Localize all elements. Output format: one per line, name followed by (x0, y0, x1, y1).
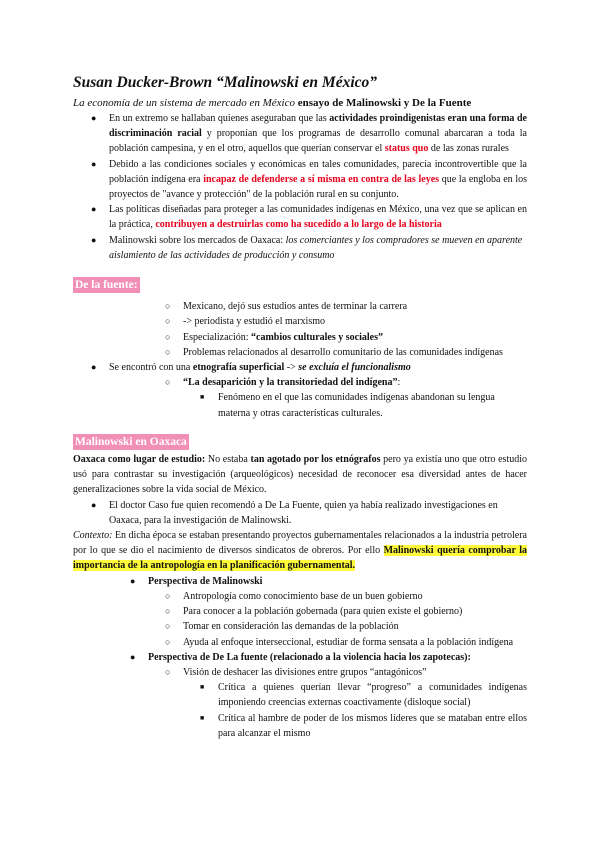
perspectiva-m-item (73, 619, 527, 634)
intro-red-text: status quo (384, 143, 429, 155)
fuente-bullet-bold: etnografía superficial (192, 362, 285, 374)
perspectiva-m-text: Tomar en consideración las demandas de la población (183, 621, 399, 633)
document-title: Susan Ducker-Brown “Malinowski en México” (73, 74, 378, 91)
document-content (73, 72, 527, 741)
perspectiva-m-item (73, 604, 527, 619)
intro-italic-text: los comerciantes y los compradores se mueven en aparente aislamiento de las actividades de producción y consumo (109, 234, 523, 261)
fuente-bullet-bold-italic: se excluía el funcionalismo (298, 362, 411, 374)
intro-item (73, 111, 527, 157)
intro-item (73, 157, 527, 203)
fuente-item (73, 299, 527, 314)
perspectiva-m-item (73, 589, 527, 604)
fuente-item (73, 330, 527, 345)
perspectiva-m-text: Para conocer a la población gobernada (para quien existe el gobierno) (183, 606, 463, 618)
bullet-circle-icon: ○ (165, 636, 171, 647)
intro-text: Debido a las condiciones sociales y económicas en tales comunidades, parecía incontrovertible que la población indígena era (109, 158, 527, 185)
intro-red-text: contribuyen a destruirlas como ha sucedido a lo largo de la historia (155, 219, 442, 231)
oaxaca-para-label: Oaxaca como lugar de estudio: (73, 454, 206, 466)
bullet-dot-icon: ● (91, 234, 97, 245)
fuente-sub-title: “La desaparición y la transitoriedad del indígena” (183, 377, 398, 389)
oaxaca-paragraph (73, 452, 527, 498)
fuente-bullet (73, 360, 527, 375)
bullet-circle-icon: ○ (165, 316, 171, 327)
perspectiva-m-text: Antropología como conocimiento base de un buen gobierno (183, 590, 423, 602)
contexto-label: Contexto: (73, 530, 113, 542)
perspectiva-m-text: Ayuda al enfoque interseccional, estudiar de forma sensata a la población indígena (183, 636, 514, 648)
fuente-section (73, 277, 527, 293)
perspectiva-f-label: Perspectiva de De La fuente (relacionado a la violencia hacia los zapotecas): (148, 651, 471, 663)
fuente-item-text: Especialización: (183, 331, 252, 343)
bullet-circle-icon: ○ (165, 346, 171, 357)
oaxaca-section (73, 434, 527, 450)
fuente-bullet-text: Se encontró con una (109, 362, 193, 374)
fuente-sub-sub-text: Fenómeno en el que las comunidades indígenas abandonan su lengua materna y otras características culturales. (218, 392, 495, 419)
perspectiva-m-item (73, 635, 527, 650)
fuente-item-text: -> periodista y estudió el marxismo (183, 316, 326, 328)
bullet-circle-icon: ○ (165, 377, 171, 388)
intro-text: y proponían que los programas de desarrollo comunal abarcaran a toda la población campesina, y en el otro, aquellos que querían conservar el (109, 128, 527, 155)
bullet-circle-icon: ○ (165, 606, 171, 617)
intro-text: de las zonas rurales (428, 143, 509, 155)
intro-item (73, 202, 527, 232)
bullet-dot-icon: ● (91, 204, 97, 215)
fuente-item (73, 314, 527, 329)
oaxaca-list (73, 498, 527, 528)
fuente-sub-colon: : (397, 377, 401, 389)
contexto-paragraph (73, 528, 527, 574)
bullet-dot-icon: ● (91, 158, 97, 169)
oaxaca-item (73, 498, 527, 528)
intro-text: Las políticas diseñadas para proteger a las comunidades indígenas en México, una vez que se aplican en la práctica, (109, 204, 527, 231)
bullet-square-icon: ■ (200, 393, 205, 402)
oaxaca-para-text: No estaba (205, 454, 251, 466)
perspectiva-f-sub-item (73, 711, 527, 741)
document-subtitle (73, 95, 527, 111)
bullet-dot-icon: ● (91, 362, 97, 373)
perspectiva-malinowski (73, 574, 527, 589)
bullet-circle-icon: ○ (165, 590, 171, 601)
bullet-square-icon: ■ (200, 683, 205, 692)
fuente-sub-sub-item (73, 390, 527, 420)
intro-text: que la engloba en los proyectos de "avance y protección" de la población rural en su conjunto. (109, 173, 528, 201)
fuente-item-text: Mexicano, dejó sus estudios antes de terminar la carrera (183, 301, 408, 313)
intro-red-text: incapaz de defenderse a sí misma en contra de las leyes (203, 173, 440, 185)
bullet-circle-icon: ○ (165, 301, 171, 312)
perspectiva-f-sub-item (73, 680, 527, 710)
oaxaca-para-bold: tan agotado por los etnógrafos (250, 454, 381, 466)
fuente-list (73, 299, 527, 421)
perspectiva-f-item (73, 665, 527, 680)
oaxaca-para-text: pero ya existía uno que otro estudio usó para contrastar su investigación (arqueológicos) necesidad de reconocer esa diversidad antes de hacer generalizaciones sobre la vida social de México. (73, 454, 528, 496)
fuente-bullet-text: -> (284, 362, 299, 374)
bullet-dot-icon: ● (130, 651, 136, 662)
bullet-dot-icon: ● (91, 113, 97, 123)
oaxaca-item-text: El doctor Caso fue quien recomendó a De La Fuente, quien ya había realizado investigaciones en Oaxaca, para la investigación de Malinowski. (109, 499, 498, 526)
perspectivas-list (73, 574, 527, 741)
contexto-highlight: Malinowski quería comprobar la importancia de la antropología en la planificación gubernamental. (73, 545, 527, 572)
perspectiva-f-sub-text: Crítica al hambre de poder de los mismos líderes que se mataban entre ellos para alcanzar el mismo (218, 712, 527, 739)
fuente-item-bold: “cambios culturales y sociales” (251, 331, 383, 343)
bullet-dot-icon: ● (130, 575, 136, 586)
perspectiva-f-sub-text: Crítica a quienes querían llevar “progreso” a comunidades indígenas imponiendo creencias externas coactivamente (disloque social) (218, 682, 527, 709)
intro-text: En un extremo se hallaban quienes aseguraban que las (109, 113, 330, 124)
subtitle-bold: ensayo de Malinowski y De la Fuente (297, 97, 472, 109)
fuente-item (73, 345, 527, 360)
intro-list (73, 111, 527, 263)
perspectiva-fuente (73, 650, 527, 665)
fuente-heading: De la fuente: (75, 279, 138, 292)
subtitle-italic: La economía de un sistema de mercado en México (73, 97, 295, 109)
bullet-circle-icon: ○ (165, 666, 171, 677)
bullet-circle-icon: ○ (165, 331, 171, 342)
fuente-sub-item (73, 375, 527, 390)
fuente-item-text: Problemas relacionados al desarrollo comunitario de las comunidades indígenas (183, 346, 503, 358)
bullet-dot-icon: ● (91, 499, 97, 510)
intro-text: Malinowski sobre los mercados de Oaxaca: (109, 234, 286, 246)
bullet-square-icon: ■ (200, 713, 205, 722)
intro-item (73, 233, 527, 263)
oaxaca-heading: Malinowski en Oaxaca (75, 435, 187, 448)
contexto-text: En dicha época se estaban presentando proyectos gubernamentales relacionados a la industria petrolera por lo que se dio el nacimiento de diversos sindicatos de obreros. Por ello (73, 530, 527, 557)
intro-bold-text: actividades proindigenistas eran una forma de discriminación racial (109, 113, 527, 140)
perspectiva-f-text: Visión de deshacer las divisiones entre grupos “antagónicos” (183, 666, 427, 678)
bullet-circle-icon: ○ (165, 621, 171, 632)
perspectiva-m-label: Perspectiva de Malinowski (148, 575, 263, 587)
